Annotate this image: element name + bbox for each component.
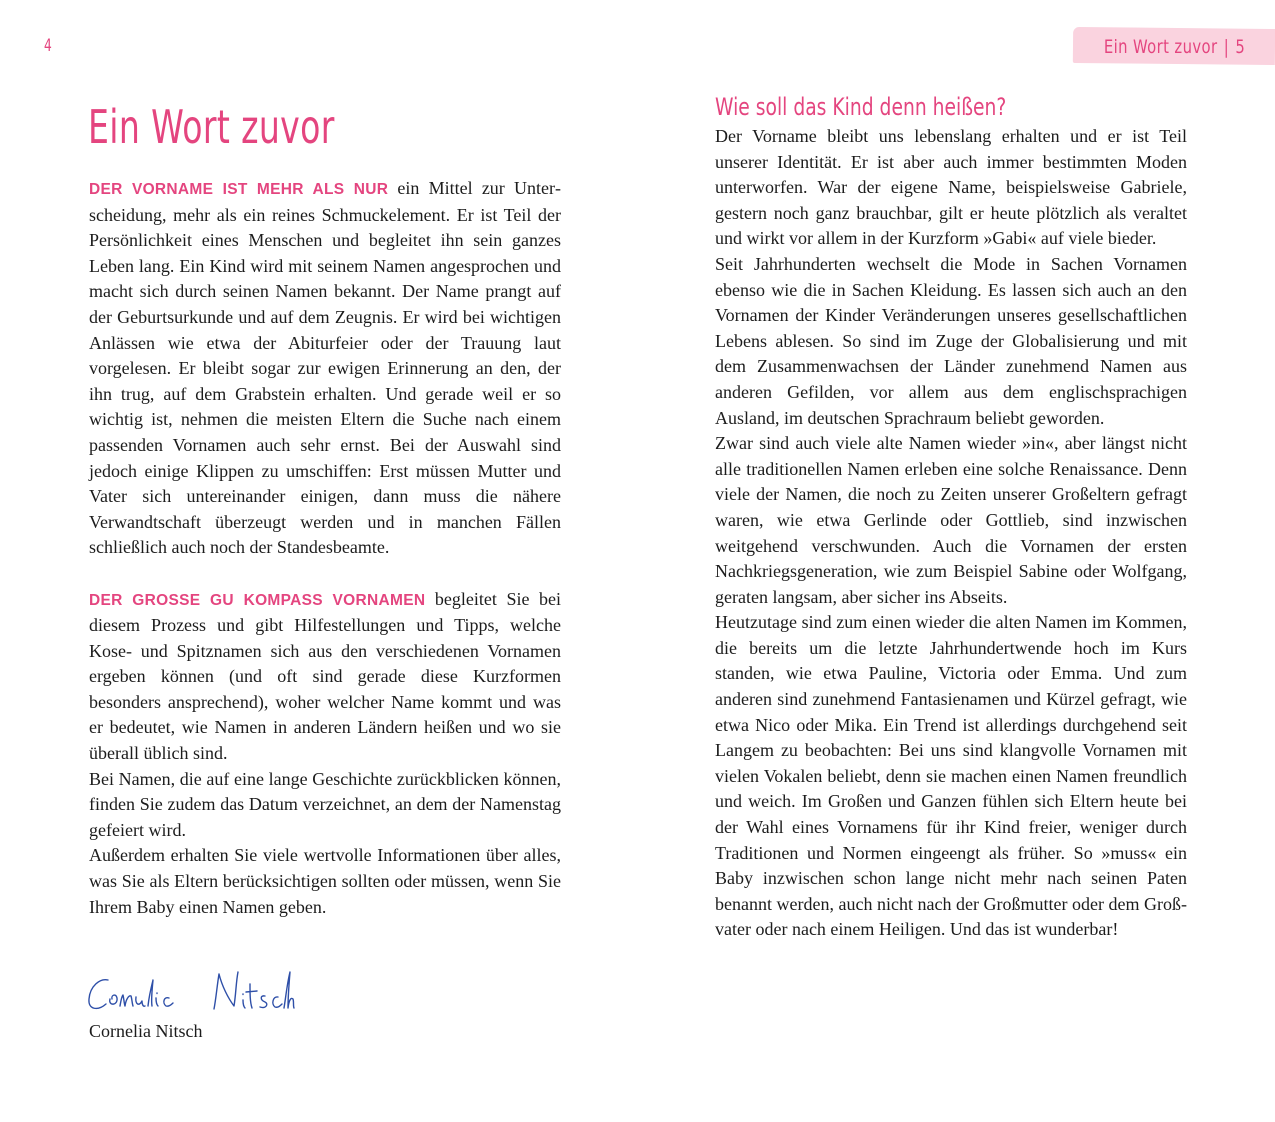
section-heading: Wie soll das Kind denn heißen? (715, 93, 1007, 121)
right-column (715, 124, 1187, 943)
left-column (89, 176, 561, 920)
running-head-title: Ein Wort zuvor (1103, 36, 1218, 58)
body-paragraph: Heutzutage sind zum einen wieder die alten Namen im Kommen, die bereits um die letzte Jahrhundertwende hoch im Kurs standen, wie etwa Pauline, Victoria oder Emma. Und zum anderen sind zunehmend Fantasienamen und Kürzel gefragt, wie etwa Nico oder Mika. Ein Trend ist allerdings durchgehend seit Langem zu beobachten: Bei uns sind klangvolle Vornamen mit vielen Vokalen beliebt, denn sie machen einen Namen freundlich und weich. Im Großen und Ganzen fühlen sich Eltern heute bei der Wahl eines Vornamens für ihr Kind freier, weniger durch Traditionen und Normen eingeengt als früher. So »muss« ein Baby inzwischen schon lange nicht mehr nach seinen Paten benannt werden, auch nicht nach der Großmutter oder dem Großvater oder nach einem Heiligen. Und das ist wunderbar! (715, 612, 1187, 940)
page-number-left: 4 (44, 36, 52, 56)
compass-text: begleitet Sie bei diesem Prozess und gibt Hilfestellungen und Tipps, welche Kose- und Spitznamen sich aus den verschiedenen Vornamen ergeben können (und oft sind gerade diese Kurzformen besonders ansprechend), woher welcher Name kommt und was er bedeutet, wie Namen in anderen Ländern heißen und wo sie überall üblich sind. (89, 588, 561, 764)
info-paragraph: Außerdem erhalten Sie viele wertvolle Informationen über alles, was Sie als Eltern berücksichtigen sollten oder müssen, wenn Sie Ihrem Baby einen Namen geben. (89, 845, 561, 917)
running-head (1104, 36, 1245, 58)
body-paragraph: Seit Jahrhunderten wechselt die Mode in Sachen Vornamen ebenso wie die in Sachen Kleidung. Es lassen sich auch an den Vornamen der Kinder Veränderungen unseres gesellschaftlichen Lebens ablesen. So sind im Zuge der Globalisierung und mit dem Zusammenwachsen der Länder zunehmend Namen aus anderen Gefilden, vor allem aus dem englischsprachigen Ausland, im deutschen Sprachraum beliebt geworden. (715, 253, 1187, 428)
author-name: Cornelia Nitsch (89, 1021, 203, 1041)
page-number-right: 5 (1235, 36, 1245, 58)
page-title: Ein Wort zuvor (88, 100, 335, 154)
signature-text: Cornelia Nitsch (86, 966, 93, 967)
intro-lead: DER VORNAME IST MEHR ALS NUR (89, 181, 389, 198)
compass-paragraph (89, 587, 561, 767)
body-paragraph: Zwar sind auch viele alte Namen wieder »in«, aber längst nicht alle traditionellen Namen erleben eine solche Renaissance. Denn viele der Namen, die noch zu Zeiten unserer Großeltern gefragt waren, wie etwa Gerlinde oder Gottlieb, sind inzwischen weitgehend verschwunden. Auch die Vornamen der ersten Nachkriegsgeneration, wie zum Beispiel Sabine oder Wolfgang, geraten langsam, aber sicher ins Abseits. (715, 433, 1187, 607)
nameday-paragraph: Bei Namen, die auf eine lange Geschichte zurückblicken können, finden Sie zudem das Datum verzeichnet, an dem der Namenstag gefeiert wird. (89, 768, 561, 840)
compass-lead: DER GROSSE GU KOMPASS VORNAMEN (89, 591, 426, 609)
intro-text: ein Mittel zur Unterscheidung, mehr als ein reines Schmuckelement. Er ist Teil der Persönlichkeit eines Menschen und begleitet ihn sein ganzes Leben lang. Ein Kind wird mit seinem Namen angesprochen und macht sich durch seinen Namen bekannt. Der Name prangt auf der Geburtsurkunde und auf dem Zeugnis. Er wird bei wichtigen Anlässen wie etwa der Abiturfeier oder der Trauung laut vorgelesen. Er bleibt sogar zur ewigen Erinnerung an den, der ihn trug, auf dem Grabstein erhalten. Und gerade weil er so wichtig ist, nehmen die meisten Eltern die Suche nach einem passenden Vornamen auch sehr ernst. Bei der Auswahl sind jedoch einige Klippen zu umschiffen: Erst müssen Mutter und Vater sich untereinander einigen, dann muss die nähere Verwandtschaft überzeugt werden und in manchen Fällen schließlich auch noch der Standesbeamte. (89, 178, 561, 558)
handwritten-signature (86, 966, 296, 1016)
body-paragraph: Der Vorname bleibt uns lebenslang erhalten und er ist Teil unserer Identität. Er ist aber auch immer bestimmten Moden unterworfen. War der eigene Name, beispielsweise Gabriele, gestern noch ganz brauchbar, gilt er heute plötzlich als veraltet und wirkt vor allem in der Kurzform »Gabi« auf viele bieder. (715, 126, 1187, 249)
intro-paragraph (89, 176, 561, 561)
running-head-separator: | (1223, 36, 1229, 58)
